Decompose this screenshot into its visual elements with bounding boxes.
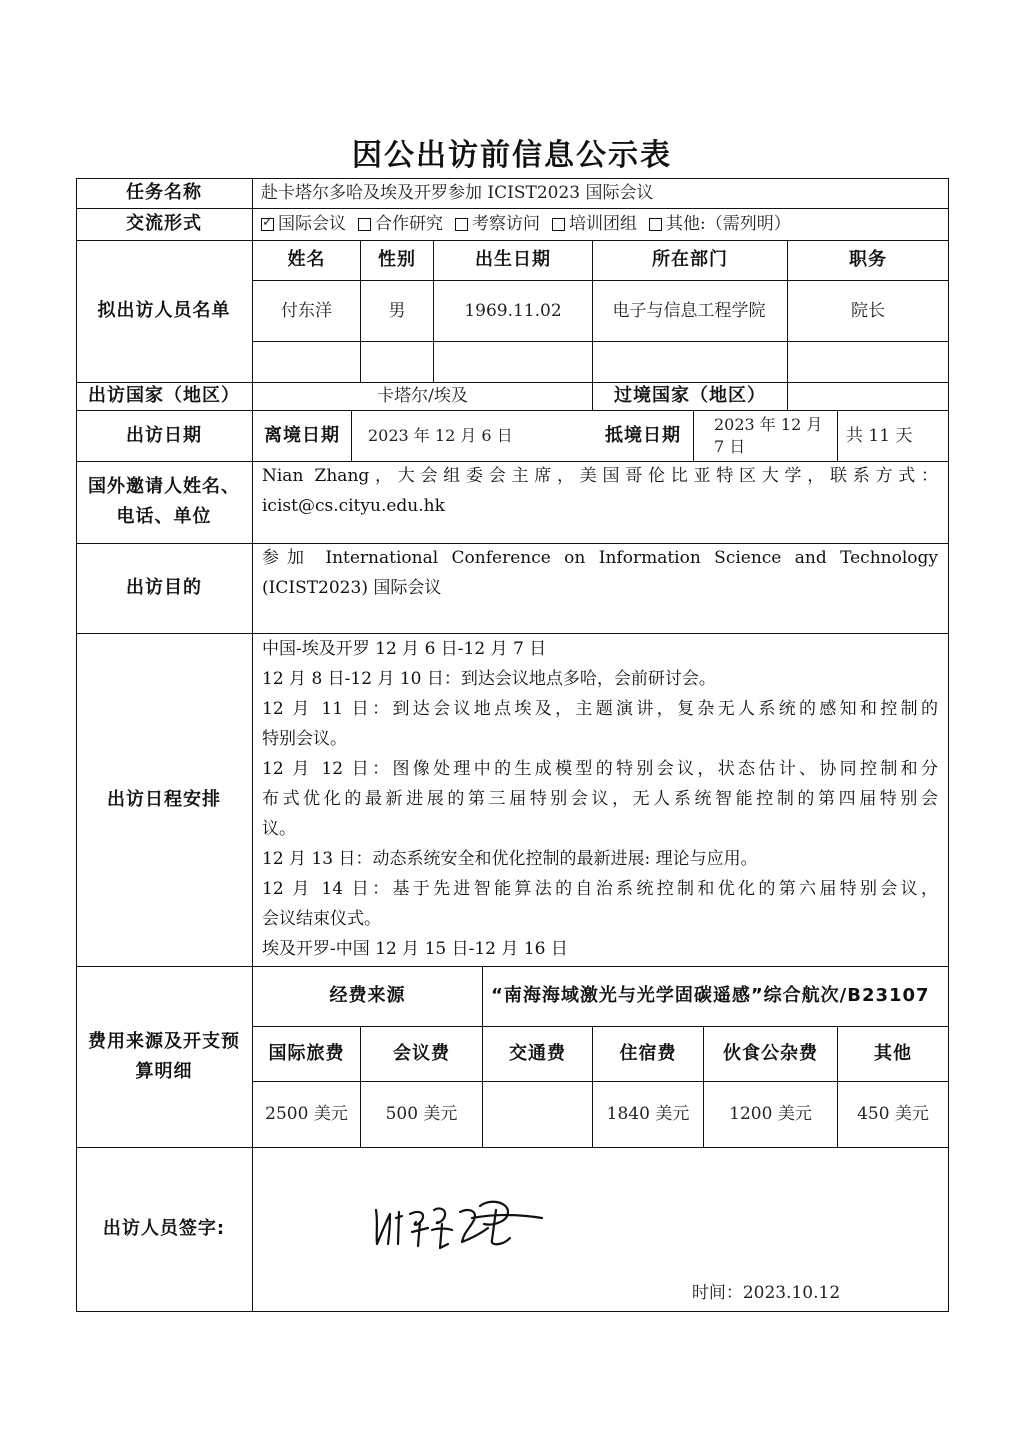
depart-label: 离境日期 <box>264 424 340 446</box>
budget-label: 费用来源及开支预算明细 <box>88 1030 240 1082</box>
task-label: 任务名称 <box>126 182 202 203</box>
personnel-label: 拟出访人员名单 <box>97 300 231 321</box>
inviter-info <box>262 461 938 521</box>
person-department-empty <box>593 341 787 382</box>
schedule-line: 特别会议。 <box>262 729 347 749</box>
total-days: 共 11 天 <box>846 425 913 446</box>
person-birthdate: 1969.11.02 <box>464 300 562 321</box>
handwritten-signature <box>368 1188 558 1258</box>
header-name: 姓名 <box>287 249 326 270</box>
schedule-line: 中国-埃及开罗 12 月 6 日-12 月 7 日 <box>262 639 547 659</box>
country-label: 出访国家（地区） <box>88 385 240 406</box>
person-name-empty <box>253 341 360 382</box>
checkbox-icon <box>552 218 565 231</box>
info-form <box>76 178 949 1312</box>
dates-label: 出访日期 <box>126 424 202 446</box>
person-department: 电子与信息工程学院 <box>612 300 766 321</box>
task-value: 赴卡塔尔多哈及埃及开罗参加 ICIST2023 国际会议 <box>261 183 654 203</box>
budget-header-other: 其他 <box>874 1042 912 1064</box>
checked-box-icon <box>261 218 274 231</box>
checkbox-icon <box>455 218 468 231</box>
option-other: 其他:（需列明） <box>649 211 791 237</box>
signature-time: 时间：2023.10.12 <box>691 1283 841 1303</box>
schedule-info <box>262 634 938 964</box>
schedule-line: 12 月 11 日：到达会议地点埃及，主题演讲，复杂无人系统的感知和控制的 <box>262 699 938 719</box>
schedule-line: 布式优化的最新进展的第三届特别会议，无人系统智能控制的第四届特别会 <box>262 789 938 809</box>
page-title: 因公出访前信息公示表 <box>352 138 672 173</box>
budget-value-other: 450 美元 <box>857 1104 929 1124</box>
source-label: 经费来源 <box>329 985 406 1006</box>
budget-header-travel: 国际旅费 <box>268 1042 345 1064</box>
person-position: 院长 <box>851 300 885 321</box>
budget-value-meals: 1200 美元 <box>729 1104 812 1124</box>
transit-value <box>788 382 948 410</box>
budget-header-lodging: 住宿费 <box>619 1042 677 1064</box>
purpose-label: 出访目的 <box>126 577 202 598</box>
schedule-line: 12 月 14 日：基于先进智能算法的自治系统控制和优化的第六届特别会议， <box>262 879 938 899</box>
depart-value: 2023 年 12 月 6 日 <box>368 425 513 445</box>
arrive-label: 抵境日期 <box>605 424 681 446</box>
person-position-empty <box>788 341 948 382</box>
schedule-line: 12 月 8 日-12 月 10 日：到达会议地点多哈，会前研讨会。 <box>262 669 716 689</box>
budget-header-transport: 交通费 <box>509 1042 566 1064</box>
checkbox-icon <box>649 218 662 231</box>
header-position: 职务 <box>849 249 887 270</box>
header-gender: 性别 <box>378 249 416 270</box>
schedule-label: 出访日程安排 <box>107 788 221 810</box>
budget-value-lodging: 1840 美元 <box>606 1104 690 1124</box>
signature-label: 出访人员签字: <box>102 1218 226 1239</box>
schedule-line: 埃及开罗-中国 12 月 15 日-12 月 16 日 <box>262 939 568 959</box>
purpose-line-2: (ICIST2023) 国际会议 <box>262 578 442 598</box>
transit-label: 过境国家（地区） <box>614 385 766 406</box>
person-name: 付东洋 <box>281 300 332 321</box>
header-birthdate: 出生日期 <box>475 249 551 270</box>
person-birthdate-empty <box>434 341 592 382</box>
option-cooperative-research: 合作研究 <box>358 211 443 237</box>
schedule-line: 12 月 13 日：动态系统安全和优化控制的最新进展: 理论与应用。 <box>262 849 758 869</box>
option-inspection-visit: 考察访问 <box>455 211 540 237</box>
budget-value-transport <box>483 1081 592 1147</box>
country-value: 卡塔尔/埃及 <box>377 386 468 406</box>
exchange-label: 交流形式 <box>126 213 202 234</box>
budget-header-conference: 会议费 <box>393 1042 450 1064</box>
option-training-group: 培训团组 <box>552 211 637 237</box>
schedule-line: 12 月 12 日：图像处理中的生成模型的特别会议，状态估计、协同控制和分 <box>262 759 938 779</box>
schedule-line: 议。 <box>262 819 296 839</box>
purpose-line-1: 参加 International Conference on Information Science and Technology <box>262 548 938 568</box>
arrive-value: 2023 年 12 月 7 日 <box>714 414 823 456</box>
inviter-line-2: icist@cs.cityu.edu.hk <box>262 496 445 516</box>
purpose-info <box>262 543 938 603</box>
schedule-line: 会议结束仪式。 <box>262 909 381 929</box>
person-gender-empty <box>361 341 433 382</box>
inviter-label: 国外邀请人姓名、电话、单位 <box>88 476 240 527</box>
checkbox-icon <box>358 218 371 231</box>
budget-value-travel: 2500 美元 <box>265 1104 348 1124</box>
exchange-options <box>253 208 948 240</box>
source-value: “南海海域激光与光学固碳遥感”综合航次/B23107 <box>491 985 930 1006</box>
inviter-line-1: Nian Zhang，大会组委会主席，美国哥伦比亚特区大学，联系方式： <box>262 466 938 486</box>
header-department: 所在部门 <box>652 249 728 270</box>
person-gender: 男 <box>388 300 406 321</box>
budget-header-meals: 伙食公杂费 <box>723 1042 818 1064</box>
budget-value-conference: 500 美元 <box>385 1104 458 1124</box>
option-international-conference: ✓ 国际会议 <box>261 211 346 237</box>
